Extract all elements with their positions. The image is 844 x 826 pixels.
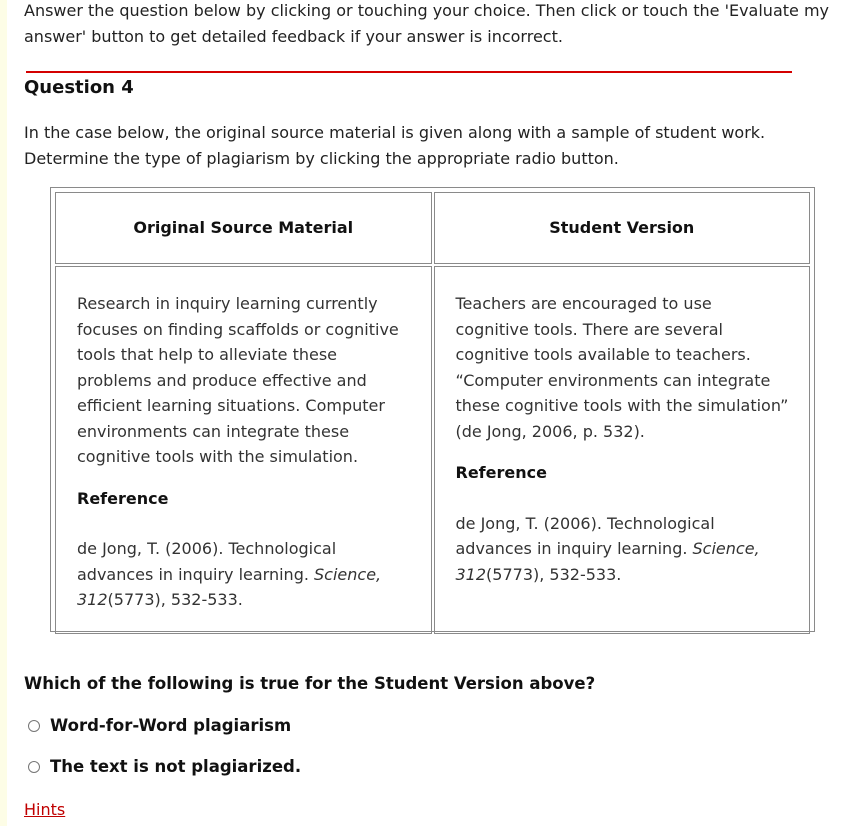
student-reference-heading: Reference xyxy=(455,463,547,482)
student-ref-authors: de Jong, T. (2006). Technological advances in inquiry learning. xyxy=(455,513,715,558)
original-ref-authors: de Jong, T. (2006). Technological advances in inquiry learning. xyxy=(77,539,337,584)
hints-link[interactable]: Hints xyxy=(24,800,66,819)
left-margin-stripe xyxy=(0,0,7,826)
original-reference-entry xyxy=(77,536,411,613)
option-not-plagiarized-label: The text is not plagiarized. xyxy=(50,757,302,776)
original-ref-journal: Science, 312 xyxy=(77,564,382,609)
option-not-plagiarized[interactable] xyxy=(28,757,301,776)
option-word-for-word-label: Word-for-Word plagiarism xyxy=(50,716,292,735)
header-student-version: Student Version xyxy=(434,192,811,264)
radio-word-for-word[interactable] xyxy=(28,720,40,732)
original-ref-pages: (5773), 532-533. xyxy=(107,590,243,609)
student-version-cell xyxy=(434,266,811,634)
radio-not-plagiarized[interactable] xyxy=(28,761,40,773)
original-source-cell xyxy=(55,266,432,634)
answer-prompt: Which of the following is true for the Student Version above? xyxy=(24,674,596,693)
red-divider xyxy=(26,71,792,73)
option-word-for-word[interactable] xyxy=(28,716,291,735)
comparison-table xyxy=(50,187,815,632)
question-content xyxy=(24,0,836,50)
table-header-row xyxy=(55,192,810,264)
student-ref-pages: (5773), 532-533. xyxy=(486,564,622,584)
instructions-text: Answer the question below by clicking or touching your choice. Then click or touch the 'Evaluate my answer' button to get detailed feedback if your answer is incorrect. xyxy=(24,1,830,46)
question-title: Question 4 xyxy=(24,77,134,98)
question-text: In the case below, the original source material is given along with a sample of student work. Determine the type of plagiarism by clicking the appropriate radio button. xyxy=(24,123,766,168)
original-source-text: Research in inquiry learning currently focuses on finding scaffolds or cognitive tools that help to alleviate these problems and produce effective and efficient learning situations. Computer environments can integrate these cognitive tools with the simulation. xyxy=(77,294,399,466)
original-reference-heading: Reference xyxy=(77,488,169,508)
student-version-text: Teachers are encouraged to use cognitive tools. There are several cognitive tools available to teachers. “Computer environments can integrate these cognitive tools with the simulation” (de Jong, 2006, p. 532). xyxy=(455,294,789,441)
student-reference-entry xyxy=(456,511,790,588)
student-ref-journal: Science, 312 xyxy=(455,539,760,584)
table-content-row xyxy=(55,266,810,634)
header-original-source: Original Source Material xyxy=(55,192,432,264)
